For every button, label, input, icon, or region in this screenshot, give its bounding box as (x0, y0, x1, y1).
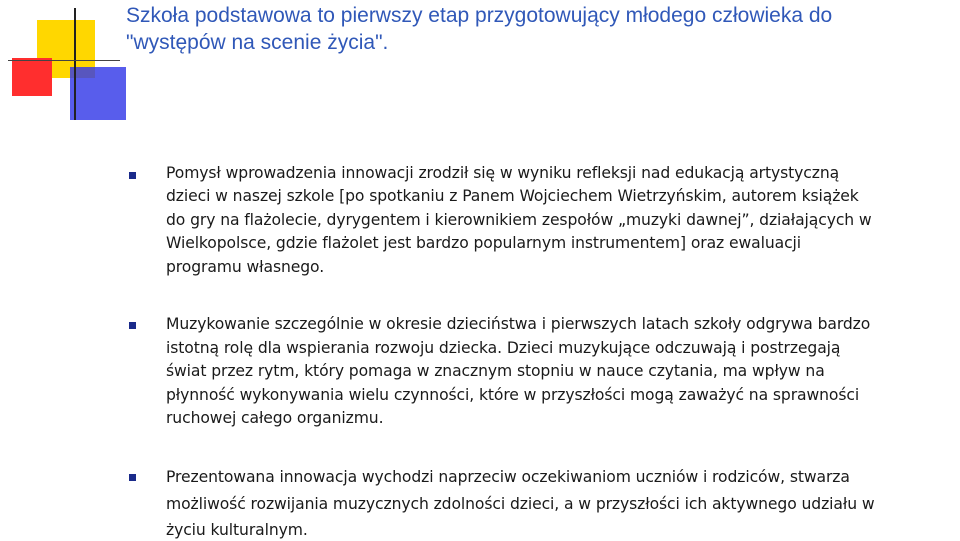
bullet-line: dzieci w naszej szkole [po spotkaniu z Panem Wojciechem Wietrzyńskim, autorem książek (166, 187, 859, 206)
bullet-line: możliwość rozwijania muzycznych zdolności dzieci, a w przyszłości ich aktywnego udziału w (166, 494, 875, 513)
bullet-line: Prezentowana innowacja wychodzi naprzeciw oczekiwaniom uczniów i rodziców, stwarza (166, 468, 850, 486)
slide-title (126, 2, 946, 56)
bullet-line: Pomysł wprowadzenia innowacji zrodził się w wyniku refleksji nad edukacją artystyczną (166, 164, 840, 182)
bullet-text (166, 464, 875, 541)
decorative-vertical-line (74, 8, 76, 120)
bullet-text (166, 162, 872, 279)
square-bullet-icon (129, 474, 136, 481)
bullet-line: Wielkopolsce, gdzie flażolet jest bardzo popularnym instrumentem] oraz ewaluacji (166, 234, 802, 253)
bullet-text (166, 313, 870, 431)
decorative-red-square (12, 58, 52, 96)
slide-title-line: "występów na scenie życia". (126, 31, 389, 54)
bullet-line: do gry na flażolecie, dyrygentem i kierownikiem zespołów „muzyki dawnej”, działających w (166, 210, 872, 229)
slide-title-line: Szkoła podstawowa to pierwszy etap przygotowujący młodego człowieka do (126, 4, 833, 27)
bullet-line: świat przez rytm, który pomaga w znacznym stopniu w nauce czytania, ma wpływ na (166, 362, 825, 381)
square-bullet-icon (129, 172, 136, 179)
decorative-horizontal-line (8, 60, 120, 61)
square-bullet-icon (129, 322, 136, 329)
bullet-line: Muzykowanie szczególnie w okresie dzieciństwa i pierwszych latach szkoły odgrywa bardzo (166, 315, 871, 333)
bullet-line: programu własnego. (166, 257, 325, 276)
bullet-line: istotną rolę dla wspierania rozwoju dziecka. Dzieci muzykujące odczuwają i postrzegają (166, 338, 841, 357)
decorative-blue-square (70, 67, 126, 120)
bullet-line: ruchowej całego organizmu. (166, 409, 384, 428)
bullet-line: życiu kulturalnym. (166, 521, 308, 539)
bullet-line: płynność wykonywania wielu czynności, które w przyszłości mogą zaważyć na sprawności (166, 385, 860, 404)
